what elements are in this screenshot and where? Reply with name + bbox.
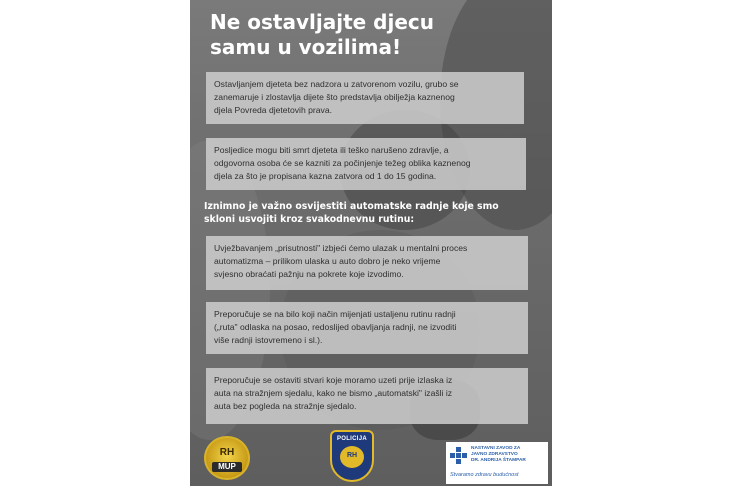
box-line: Preporučuje se ostaviti stvari koje moramo uzeti prije izlaska iz [214, 375, 453, 385]
poster-title [210, 10, 470, 60]
box-line: djela Povreda djetetovih prava. [214, 105, 333, 115]
info-box-1 [206, 72, 524, 124]
hzjz-name-line: DR. ANDRIJA ŠTAMPAR [471, 458, 526, 463]
box-line: svjesno obraćati pažnju na pokrete koje izvodimo. [214, 269, 404, 279]
box-line: zanemaruje i zlostavlja dijete što predstavlja obilježja kaznenog [214, 92, 455, 102]
box-line: Posljedice mogu biti smrt djeteta ili teško narušeno zdravlje, a [214, 145, 449, 155]
box-line: auta bez pogleda na stražnje sjedalo. [214, 401, 357, 411]
info-box-4 [206, 302, 528, 354]
warning-poster [190, 0, 552, 486]
heading-line: Iznimno je važno osvijestiti automatske radnje koje smo [204, 201, 499, 212]
title-line: Ne ostavljajte djecu [210, 10, 434, 34]
hzjz-logo [446, 442, 548, 484]
title-line: samu u vozilima! [210, 35, 402, 59]
box-line: Preporučuje se na bilo koji način mijenjati ustaljenu rutinu radnji [214, 309, 456, 319]
mup-logo [204, 436, 250, 480]
info-box-2 [206, 138, 526, 190]
box-line: više radnji istovremeno i sl.). [214, 335, 323, 345]
info-box-5 [206, 368, 528, 424]
policija-badge-text: RH [346, 452, 358, 459]
hzjz-name-line: JAVNO ZDRAVSTVO [471, 452, 518, 457]
mup-logo-rh: RH [219, 447, 235, 458]
box-line: automatizma – prilikom ulaska u auto dobro je neko vrijeme [214, 256, 441, 266]
box-line: Uvježbavanjem „prisutnosti" izbjeći ćemo ulazak u mentalni proces [214, 243, 468, 253]
box-line: djela za što je propisana kazna zatvora od 1 do 15 godina. [214, 171, 437, 181]
hzjz-name [471, 446, 547, 464]
hzjz-cross-icon [450, 447, 468, 465]
info-box-3 [206, 236, 528, 290]
mup-logo-text: MUP [212, 462, 242, 472]
hzjz-name-line: NASTAVNI ZAVOD ZA [471, 446, 521, 451]
box-line: („ruta" odlaska na posao, redoslijed obavljanja radnji, ne izvoditi [214, 322, 457, 332]
hzjz-tagline: Stvaramo zdravu budućnost [450, 472, 519, 478]
section-heading [204, 200, 544, 226]
box-line: odgovorna osoba će se kazniti za počinjenje težeg oblika kaznenog [214, 158, 471, 168]
box-line: auta na stražnjem sjedalu, kako ne bismo „automatski" izašli iz [214, 388, 453, 398]
policija-logo-text: POLICIJA [336, 436, 368, 442]
policija-logo [330, 430, 374, 482]
heading-line: skloni usvojiti kroz svakodnevnu rutinu: [204, 214, 415, 225]
box-line: Ostavljanjem djeteta bez nadzora u zatvorenom vozilu, grubo se [214, 79, 459, 89]
